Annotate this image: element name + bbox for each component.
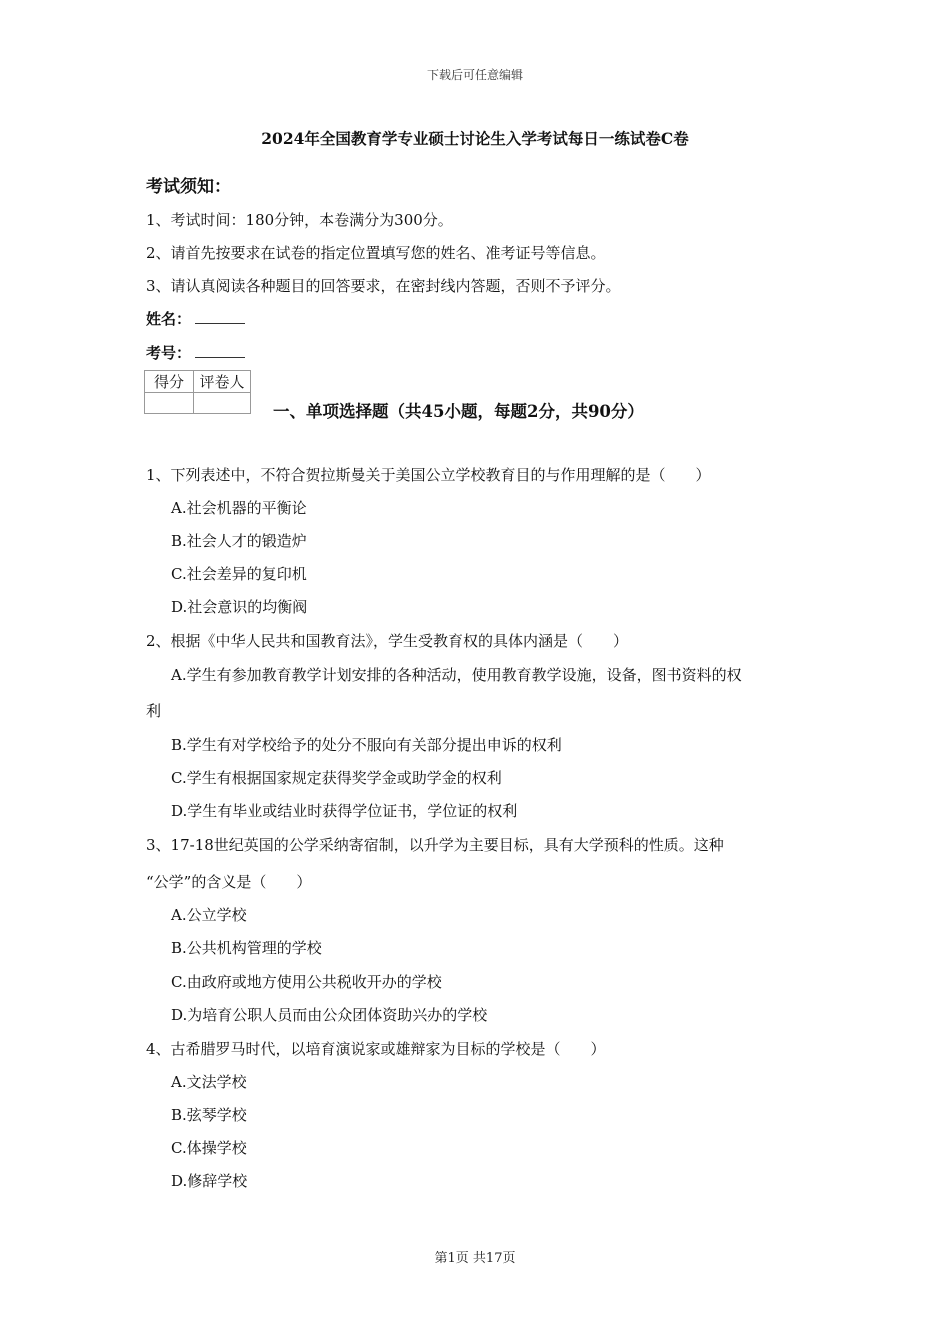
option: D.社会意识的均衡阀 <box>171 598 308 616</box>
option: C.学生有根据国家规定获得奖学金或助学金的权利 <box>171 769 502 787</box>
section-title: 一、单项选择题（共45小题，每题2分，共90分） <box>273 402 644 421</box>
option: B.公共机构管理的学校 <box>171 939 322 957</box>
notice-item: 3、请认真阅读各种题目的回答要求，在密封线内答题，否则不予评分。 <box>146 277 621 295</box>
name-blank[interactable] <box>195 309 245 324</box>
score-cell <box>145 393 194 414</box>
score-header: 得分 <box>145 371 194 393</box>
option: D.为培育公职人员而由公众团体资助兴办的学校 <box>171 1006 488 1024</box>
question-stem-continuation: “公学”的含义是（ ） <box>146 873 312 891</box>
option: B.学生有对学校给予的处分不服向有关部分提出申诉的权利 <box>171 736 562 754</box>
score-table <box>144 370 251 414</box>
exam-number-blank[interactable] <box>195 343 245 358</box>
page-number: 第1页 共17页 <box>434 1251 516 1266</box>
question-stem: 2、根据《中华人民共和国教育法》，学生受教育权的具体内涵是（ ） <box>146 632 629 650</box>
option: A.公立学校 <box>171 906 247 924</box>
option: C.体操学校 <box>171 1139 247 1157</box>
notice-item: 1、考试时间：180分钟，本卷满分为300分。 <box>146 211 453 229</box>
question-stem: 4、古希腊罗马时代，以培育演说家或雄辩家为目标的学校是（ ） <box>146 1040 606 1058</box>
option-continuation: 利 <box>146 702 162 720</box>
option: A.学生有参加教育教学计划安排的各种活动，使用教育教学设施，设备，图书资料的权 <box>171 666 742 684</box>
option: B.弦琴学校 <box>171 1106 247 1124</box>
notice-heading: 考试须知： <box>146 177 231 197</box>
exam-title: 2024年全国教育学专业硕士讨论生入学考试每日一练试卷C卷 <box>261 129 689 148</box>
grader-header: 评卷人 <box>194 371 251 393</box>
header-note: 下载后可任意编辑 <box>426 68 523 82</box>
name-label: 姓名： <box>146 310 192 328</box>
exam-number-field <box>146 342 245 363</box>
grader-cell <box>194 393 251 414</box>
exam-number-label: 考号： <box>146 344 192 362</box>
name-field <box>146 308 245 329</box>
option: A.文法学校 <box>171 1073 247 1091</box>
option: A.社会机器的平衡论 <box>171 499 307 517</box>
option: C.社会差异的复印机 <box>171 565 307 583</box>
question-stem: 1、下列表述中，不符合贺拉斯曼关于美国公立学校教育目的与作用理解的是（ ） <box>146 466 711 484</box>
option: B.社会人才的锻造炉 <box>171 532 307 550</box>
option: D.修辞学校 <box>171 1172 248 1190</box>
option: C.由政府或地方使用公共税收开办的学校 <box>171 973 442 991</box>
notice-item: 2、请首先按要求在试卷的指定位置填写您的姓名、准考证号等信息。 <box>146 244 606 262</box>
option: D.学生有毕业或结业时获得学位证书，学位证的权利 <box>171 802 518 820</box>
question-stem: 3、17-18世纪英国的公学采纳寄宿制，以升学为主要目标，具有大学预科的性质。这种 <box>146 836 724 854</box>
